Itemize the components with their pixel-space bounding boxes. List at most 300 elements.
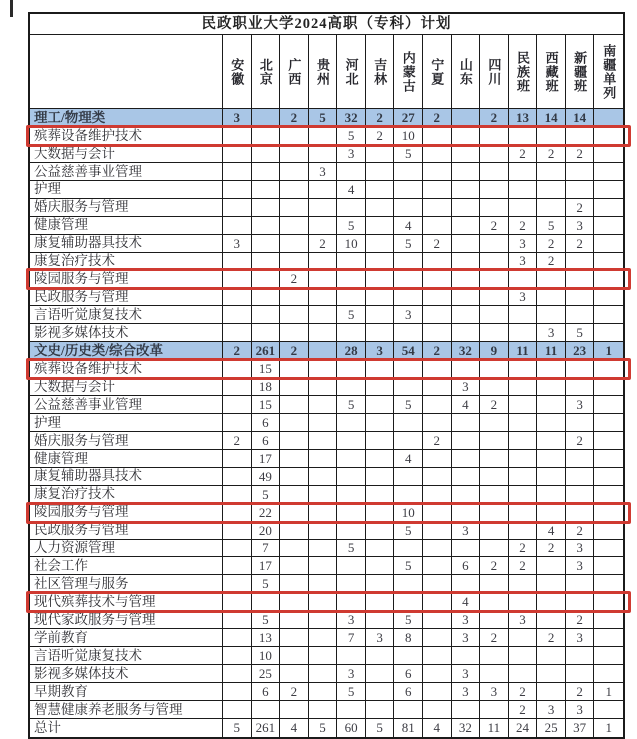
value-cell [452, 181, 481, 199]
value-cell: 5 [337, 306, 366, 324]
row-label: 健康管理 [30, 450, 223, 468]
value-cell [452, 288, 481, 306]
value-cell [309, 360, 338, 378]
value-cell [537, 593, 566, 611]
value-cell [594, 324, 623, 342]
value-cell [309, 665, 338, 683]
value-cell: 3 [452, 629, 481, 647]
value-cell: 24 [509, 719, 538, 737]
value-cell [309, 253, 338, 271]
value-cell [509, 450, 538, 468]
value-cell [337, 324, 366, 342]
value-cell [309, 611, 338, 629]
value-cell [480, 504, 509, 522]
value-cell [252, 253, 281, 271]
highlighted-row [30, 270, 623, 288]
value-cell [566, 270, 595, 288]
value-cell [509, 127, 538, 145]
value-cell [537, 611, 566, 629]
column-header-label: 广西 [286, 57, 302, 86]
value-cell [423, 396, 452, 414]
table-title: 民政职业大学2024高职（专科）计划 [30, 14, 623, 35]
value-cell [337, 378, 366, 396]
value-cell [423, 163, 452, 181]
value-cell [509, 199, 538, 217]
value-cell [537, 683, 566, 701]
value-cell [537, 486, 566, 504]
value-cell: 5 [537, 217, 566, 235]
column-header [537, 35, 566, 109]
value-cell [537, 450, 566, 468]
value-cell: 3 [480, 683, 509, 701]
value-cell: 2 [566, 145, 595, 163]
value-cell [337, 701, 366, 719]
value-cell [452, 468, 481, 486]
value-cell [280, 253, 309, 271]
column-header [280, 35, 309, 109]
value-cell [394, 360, 423, 378]
value-cell [423, 522, 452, 540]
data-row [30, 181, 623, 199]
value-cell [452, 432, 481, 450]
value-cell [594, 504, 623, 522]
value-cell [423, 557, 452, 575]
value-cell: 2 [537, 629, 566, 647]
value-cell [423, 665, 452, 683]
value-cell: 6 [252, 683, 281, 701]
value-cell: 5 [337, 540, 366, 558]
value-cell [280, 468, 309, 486]
row-label: 康复辅助器具技术 [30, 468, 223, 486]
value-cell: 5 [337, 683, 366, 701]
value-cell [309, 306, 338, 324]
row-label: 护理 [30, 414, 223, 432]
data-row [30, 306, 623, 324]
value-cell [509, 414, 538, 432]
value-cell [480, 270, 509, 288]
value-cell [537, 163, 566, 181]
value-cell [566, 450, 595, 468]
value-cell [423, 701, 452, 719]
value-cell [252, 181, 281, 199]
value-cell [337, 270, 366, 288]
value-cell: 7 [252, 540, 281, 558]
value-cell [423, 486, 452, 504]
value-cell [337, 199, 366, 217]
value-cell: 3 [566, 396, 595, 414]
value-cell [366, 486, 395, 504]
value-cell: 3 [566, 629, 595, 647]
value-cell: 17 [252, 450, 281, 468]
highlighted-row [30, 360, 623, 378]
value-cell: 2 [423, 432, 452, 450]
plan-table [28, 12, 625, 739]
value-cell [423, 288, 452, 306]
value-cell [509, 486, 538, 504]
row-label: 影视多媒体技术 [30, 324, 223, 342]
value-cell: 81 [394, 719, 423, 737]
value-cell: 5 [337, 217, 366, 235]
value-cell [252, 324, 281, 342]
value-cell [566, 360, 595, 378]
data-row [30, 235, 623, 253]
value-cell [394, 324, 423, 342]
value-cell [366, 504, 395, 522]
value-cell [309, 468, 338, 486]
value-cell [366, 199, 395, 217]
row-label: 陵园服务与管理 [30, 270, 223, 288]
value-cell [309, 324, 338, 342]
value-cell [223, 683, 252, 701]
value-cell: 4 [423, 719, 452, 737]
data-row [30, 145, 623, 163]
value-cell [423, 306, 452, 324]
value-cell [280, 199, 309, 217]
value-cell [537, 360, 566, 378]
value-cell [537, 665, 566, 683]
value-cell [566, 575, 595, 593]
value-cell: 7 [337, 629, 366, 647]
value-cell: 9 [480, 342, 509, 360]
value-cell [452, 253, 481, 271]
value-cell [252, 701, 281, 719]
value-cell [423, 540, 452, 558]
highlighted-row [30, 593, 623, 611]
value-cell [423, 450, 452, 468]
value-cell [366, 288, 395, 306]
value-cell [366, 647, 395, 665]
value-cell [280, 611, 309, 629]
data-row [30, 665, 623, 683]
value-cell [223, 593, 252, 611]
data-row [30, 450, 623, 468]
value-cell [223, 575, 252, 593]
data-row [30, 324, 623, 342]
value-cell: 4 [394, 217, 423, 235]
value-cell: 5 [394, 145, 423, 163]
value-cell [594, 109, 623, 127]
value-cell [366, 540, 395, 558]
value-cell [366, 378, 395, 396]
value-cell [223, 378, 252, 396]
row-label: 文史/历史类/综合改革 [30, 342, 223, 360]
value-cell: 17 [252, 557, 281, 575]
value-cell: 2 [566, 522, 595, 540]
value-cell: 2 [566, 683, 595, 701]
value-cell [480, 145, 509, 163]
value-cell [423, 181, 452, 199]
value-cell: 27 [394, 109, 423, 127]
value-cell [366, 432, 395, 450]
value-cell [452, 360, 481, 378]
value-cell: 2 [423, 109, 452, 127]
value-cell [337, 360, 366, 378]
row-label: 社区管理与服务 [30, 575, 223, 593]
value-cell: 3 [366, 629, 395, 647]
value-cell [452, 575, 481, 593]
row-label: 现代家政服务与管理 [30, 611, 223, 629]
value-cell: 4 [452, 396, 481, 414]
value-cell [423, 360, 452, 378]
column-header-label: 安徽 [229, 57, 245, 86]
value-cell [566, 378, 595, 396]
value-cell: 2 [280, 683, 309, 701]
value-cell [423, 217, 452, 235]
column-header [366, 35, 395, 109]
value-cell [309, 486, 338, 504]
value-cell [280, 557, 309, 575]
value-cell: 2 [423, 342, 452, 360]
row-label: 殡葬设备维护技术 [30, 127, 223, 145]
value-cell [594, 593, 623, 611]
value-cell [223, 396, 252, 414]
value-cell [423, 504, 452, 522]
value-cell [566, 486, 595, 504]
value-cell [452, 504, 481, 522]
value-cell: 3 [452, 378, 481, 396]
row-label: 康复治疗技术 [30, 486, 223, 504]
value-cell [594, 288, 623, 306]
value-cell: 2 [423, 235, 452, 253]
value-cell: 3 [337, 611, 366, 629]
value-cell [280, 378, 309, 396]
value-cell [509, 324, 538, 342]
value-cell [452, 486, 481, 504]
value-cell: 5 [223, 719, 252, 737]
value-cell [566, 127, 595, 145]
value-cell: 2 [537, 235, 566, 253]
row-label: 学前教育 [30, 629, 223, 647]
value-cell: 261 [252, 342, 281, 360]
value-cell: 3 [537, 324, 566, 342]
row-label: 人力资源管理 [30, 540, 223, 558]
value-cell: 3 [566, 217, 595, 235]
header-row [30, 35, 623, 109]
value-cell: 10 [394, 504, 423, 522]
value-cell [223, 414, 252, 432]
value-cell [223, 557, 252, 575]
value-cell [423, 629, 452, 647]
value-cell [509, 665, 538, 683]
value-cell [480, 432, 509, 450]
value-cell: 60 [337, 719, 366, 737]
value-cell [223, 504, 252, 522]
value-cell [366, 575, 395, 593]
value-cell [509, 629, 538, 647]
value-cell [366, 145, 395, 163]
value-cell: 32 [452, 342, 481, 360]
value-cell [223, 145, 252, 163]
value-cell [394, 486, 423, 504]
value-cell [480, 324, 509, 342]
value-cell [366, 306, 395, 324]
value-cell [537, 181, 566, 199]
value-cell: 3 [566, 540, 595, 558]
value-cell [366, 270, 395, 288]
value-cell [566, 306, 595, 324]
value-cell [394, 647, 423, 665]
value-cell: 3 [452, 522, 481, 540]
value-cell: 2 [480, 629, 509, 647]
value-cell: 20 [252, 522, 281, 540]
value-cell [337, 414, 366, 432]
value-cell [280, 629, 309, 647]
value-cell: 22 [252, 504, 281, 522]
value-cell: 2 [280, 342, 309, 360]
value-cell [280, 575, 309, 593]
column-header-label: 宁夏 [429, 57, 445, 86]
value-cell [594, 306, 623, 324]
value-cell [280, 540, 309, 558]
value-cell [423, 127, 452, 145]
value-cell: 2 [537, 540, 566, 558]
value-cell: 6 [252, 414, 281, 432]
value-cell: 4 [280, 719, 309, 737]
row-label: 婚庆服务与管理 [30, 432, 223, 450]
value-cell: 15 [252, 396, 281, 414]
value-cell [223, 540, 252, 558]
value-cell: 2 [366, 127, 395, 145]
column-header [337, 35, 366, 109]
value-cell: 2 [223, 342, 252, 360]
value-cell [423, 647, 452, 665]
value-cell [509, 378, 538, 396]
value-cell [309, 342, 338, 360]
value-cell: 1 [594, 683, 623, 701]
value-cell [280, 324, 309, 342]
value-cell [280, 127, 309, 145]
value-cell [394, 253, 423, 271]
value-cell [423, 145, 452, 163]
value-cell [509, 270, 538, 288]
value-cell: 5 [337, 396, 366, 414]
value-cell [509, 432, 538, 450]
value-cell: 5 [394, 557, 423, 575]
value-cell [394, 163, 423, 181]
value-cell: 3 [537, 701, 566, 719]
value-cell [594, 414, 623, 432]
value-cell: 14 [566, 109, 595, 127]
value-cell [223, 665, 252, 683]
value-cell [423, 468, 452, 486]
value-cell [537, 414, 566, 432]
value-cell [452, 647, 481, 665]
value-cell [423, 378, 452, 396]
value-cell [394, 593, 423, 611]
value-cell [337, 468, 366, 486]
value-cell [480, 163, 509, 181]
value-cell [509, 396, 538, 414]
value-cell: 2 [309, 235, 338, 253]
value-cell: 2 [509, 683, 538, 701]
value-cell [223, 127, 252, 145]
data-row [30, 253, 623, 271]
row-label: 护理 [30, 181, 223, 199]
value-cell [366, 217, 395, 235]
value-cell [509, 504, 538, 522]
column-header-label: 内蒙古 [400, 50, 416, 93]
value-cell [337, 486, 366, 504]
value-cell [337, 432, 366, 450]
value-cell: 25 [537, 719, 566, 737]
value-cell: 2 [480, 109, 509, 127]
value-cell [594, 163, 623, 181]
value-cell [366, 468, 395, 486]
column-header-label: 贵州 [314, 57, 330, 86]
value-cell [252, 109, 281, 127]
value-cell [480, 306, 509, 324]
value-cell [366, 396, 395, 414]
value-cell [280, 145, 309, 163]
value-cell [509, 163, 538, 181]
title-row [30, 14, 623, 35]
value-cell [223, 306, 252, 324]
value-cell [309, 701, 338, 719]
value-cell [280, 163, 309, 181]
highlighted-row [30, 127, 623, 145]
column-header-label: 河北 [343, 57, 359, 86]
value-cell: 5 [566, 324, 595, 342]
section-header-row [30, 109, 623, 127]
value-cell [480, 468, 509, 486]
value-cell [452, 145, 481, 163]
value-cell [280, 486, 309, 504]
value-cell [452, 414, 481, 432]
value-cell [223, 253, 252, 271]
value-cell [423, 593, 452, 611]
value-cell [537, 306, 566, 324]
value-cell [280, 701, 309, 719]
column-header-label: 北京 [257, 57, 273, 86]
value-cell: 5 [252, 575, 281, 593]
column-header-label: 民族班 [514, 50, 530, 93]
value-cell [309, 522, 338, 540]
value-cell: 5 [366, 719, 395, 737]
value-cell: 4 [394, 450, 423, 468]
value-cell [309, 557, 338, 575]
value-cell [594, 468, 623, 486]
row-label: 殡葬设备维护技术 [30, 360, 223, 378]
value-cell: 2 [509, 701, 538, 719]
value-cell [366, 360, 395, 378]
value-cell: 3 [452, 611, 481, 629]
row-label: 健康管理 [30, 217, 223, 235]
column-header [594, 35, 623, 109]
value-cell [480, 378, 509, 396]
value-cell [423, 414, 452, 432]
value-cell [252, 270, 281, 288]
value-cell: 3 [509, 235, 538, 253]
value-cell [423, 324, 452, 342]
stray-mark [10, 0, 13, 17]
value-cell [480, 288, 509, 306]
value-cell [423, 253, 452, 271]
column-header-label: 吉林 [372, 57, 388, 86]
value-cell [309, 145, 338, 163]
row-label: 婚庆服务与管理 [30, 199, 223, 217]
value-cell: 2 [509, 217, 538, 235]
row-label: 总计 [30, 719, 223, 737]
row-label: 言语听觉康复技术 [30, 306, 223, 324]
value-cell [452, 109, 481, 127]
value-cell: 11 [537, 342, 566, 360]
value-cell [594, 701, 623, 719]
value-cell [337, 163, 366, 181]
value-cell [280, 217, 309, 235]
value-cell [223, 647, 252, 665]
value-cell: 8 [394, 629, 423, 647]
value-cell [452, 701, 481, 719]
